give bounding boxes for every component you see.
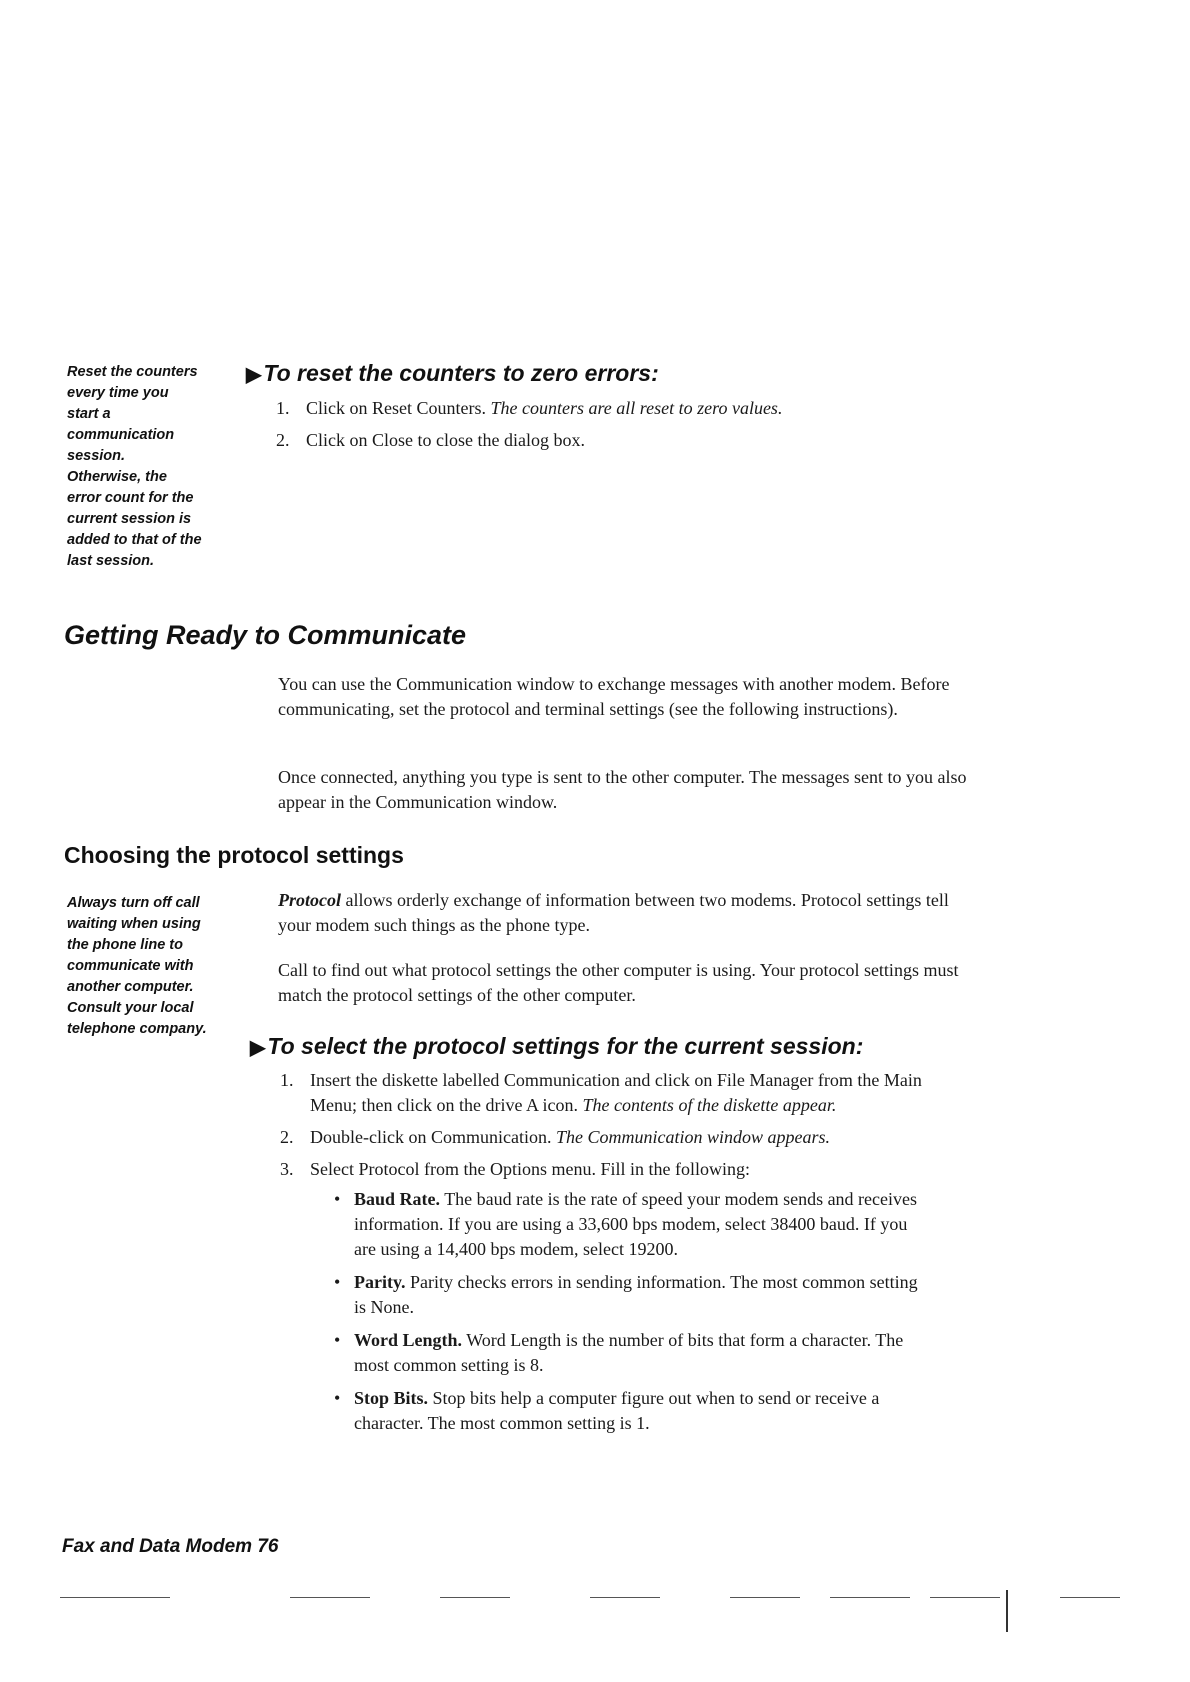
call-paragraph: Call to find out what protocol settings the other computer is using. Your protocol settings must match the protocol settings of the other computer. xyxy=(278,960,959,1005)
bullet-icon: • xyxy=(334,1189,341,1209)
step-text: Click on Reset Counters. xyxy=(306,398,491,418)
setting-text: The baud rate is the rate of speed your modem sends and receives information. If you are using a 33,600 bps modem, select 38400 baud. If you are using a 14,400 bps modem, select 19200. xyxy=(354,1189,918,1259)
setting-term: Word Length. xyxy=(354,1330,463,1350)
bottom-rule xyxy=(830,1597,910,1598)
list-item xyxy=(280,1068,960,1118)
sidenote-reset-counters: Reset the counters every time you start a communication session. Otherwise, the error count for the current session is added to that of the last session. xyxy=(67,364,202,569)
select-steps-list xyxy=(280,1068,960,1444)
bottom-rule xyxy=(730,1597,800,1598)
reset-steps-list xyxy=(276,396,976,460)
protocol-paragraph-text: allows orderly exchange of information between two modems. Protocol settings tell your modem such things as the phone type. xyxy=(278,890,949,935)
step-number: 3. xyxy=(280,1159,294,1179)
list-item xyxy=(330,1187,930,1262)
procedure-heading-reset-text: To reset the counters to zero errors: xyxy=(263,360,659,386)
bottom-rule xyxy=(60,1597,170,1598)
bullet-icon: • xyxy=(334,1330,341,1350)
bottom-rule xyxy=(930,1597,1000,1598)
setting-text: Parity checks errors in sending information. The most common setting is None. xyxy=(354,1272,918,1317)
list-item xyxy=(280,1157,960,1436)
step-text: Click on Close to close the dialog box. xyxy=(306,430,585,450)
step-result: The contents of the diskette appear. xyxy=(582,1095,837,1115)
bottom-rule xyxy=(1060,1597,1120,1598)
bottom-rule xyxy=(290,1597,370,1598)
settings-bullet-list xyxy=(310,1187,930,1436)
procedure-heading-select-text: To select the protocol settings for the current session: xyxy=(267,1033,864,1059)
step-number: 2. xyxy=(276,430,290,450)
list-item xyxy=(276,428,976,453)
bullet-icon: • xyxy=(334,1272,341,1292)
step-number: 1. xyxy=(276,398,290,418)
intro-paragraph: Once connected, anything you type is sent to the other computer. The messages sent to you also appear in the Communication window. xyxy=(278,767,967,812)
protocol-term: Protocol xyxy=(278,890,341,910)
setting-term: Baud Rate. xyxy=(354,1189,441,1209)
bottom-rule xyxy=(440,1597,510,1598)
procedure-heading-reset xyxy=(246,360,659,387)
step-result: The counters are all reset to zero values. xyxy=(490,398,783,418)
list-item xyxy=(330,1270,930,1320)
step-text: Insert the diskette labelled Communication and click on File Manager from the Main Menu; then click on the drive A icon. xyxy=(310,1070,922,1115)
section-title: Getting Ready to Communicate xyxy=(64,620,467,650)
step-number: 1. xyxy=(280,1070,294,1090)
bottom-rule xyxy=(590,1597,660,1598)
list-item xyxy=(280,1125,960,1150)
bullet-icon: • xyxy=(334,1388,341,1408)
setting-text: Word Length is the number of bits that form a character. The most common setting is 8. xyxy=(354,1330,904,1375)
crop-mark xyxy=(1006,1590,1008,1632)
list-item xyxy=(330,1386,930,1436)
list-item xyxy=(330,1328,930,1378)
page-footer: Fax and Data Modem 76 xyxy=(62,1536,279,1557)
setting-term: Stop Bits. xyxy=(354,1388,429,1408)
procedure-heading-select xyxy=(250,1033,863,1060)
setting-term: Parity. xyxy=(354,1272,406,1292)
step-text: Select Protocol from the Options menu. Fill in the following: xyxy=(310,1159,750,1179)
setting-text: Stop bits help a computer figure out when to send or receive a character. The most common setting is 1. xyxy=(354,1388,880,1433)
sidenote-call-waiting: Always turn off call waiting when using the phone line to communicate with another computer. Consult your local telephone company. xyxy=(67,895,207,1037)
protocol-paragraph xyxy=(278,888,968,938)
arrow-icon: ▶ xyxy=(250,1037,266,1059)
intro-paragraph: You can use the Communication window to exchange messages with another modem. Before communicating, set the protocol and terminal settings (see the following instructions). xyxy=(278,674,950,719)
list-item xyxy=(276,396,976,421)
step-number: 2. xyxy=(280,1127,294,1147)
step-text: Double-click on Communication. xyxy=(310,1127,556,1147)
subsection-title: Choosing the protocol settings xyxy=(64,842,404,868)
arrow-icon: ▶ xyxy=(246,364,262,386)
step-result: The Communication window appears. xyxy=(555,1127,830,1147)
